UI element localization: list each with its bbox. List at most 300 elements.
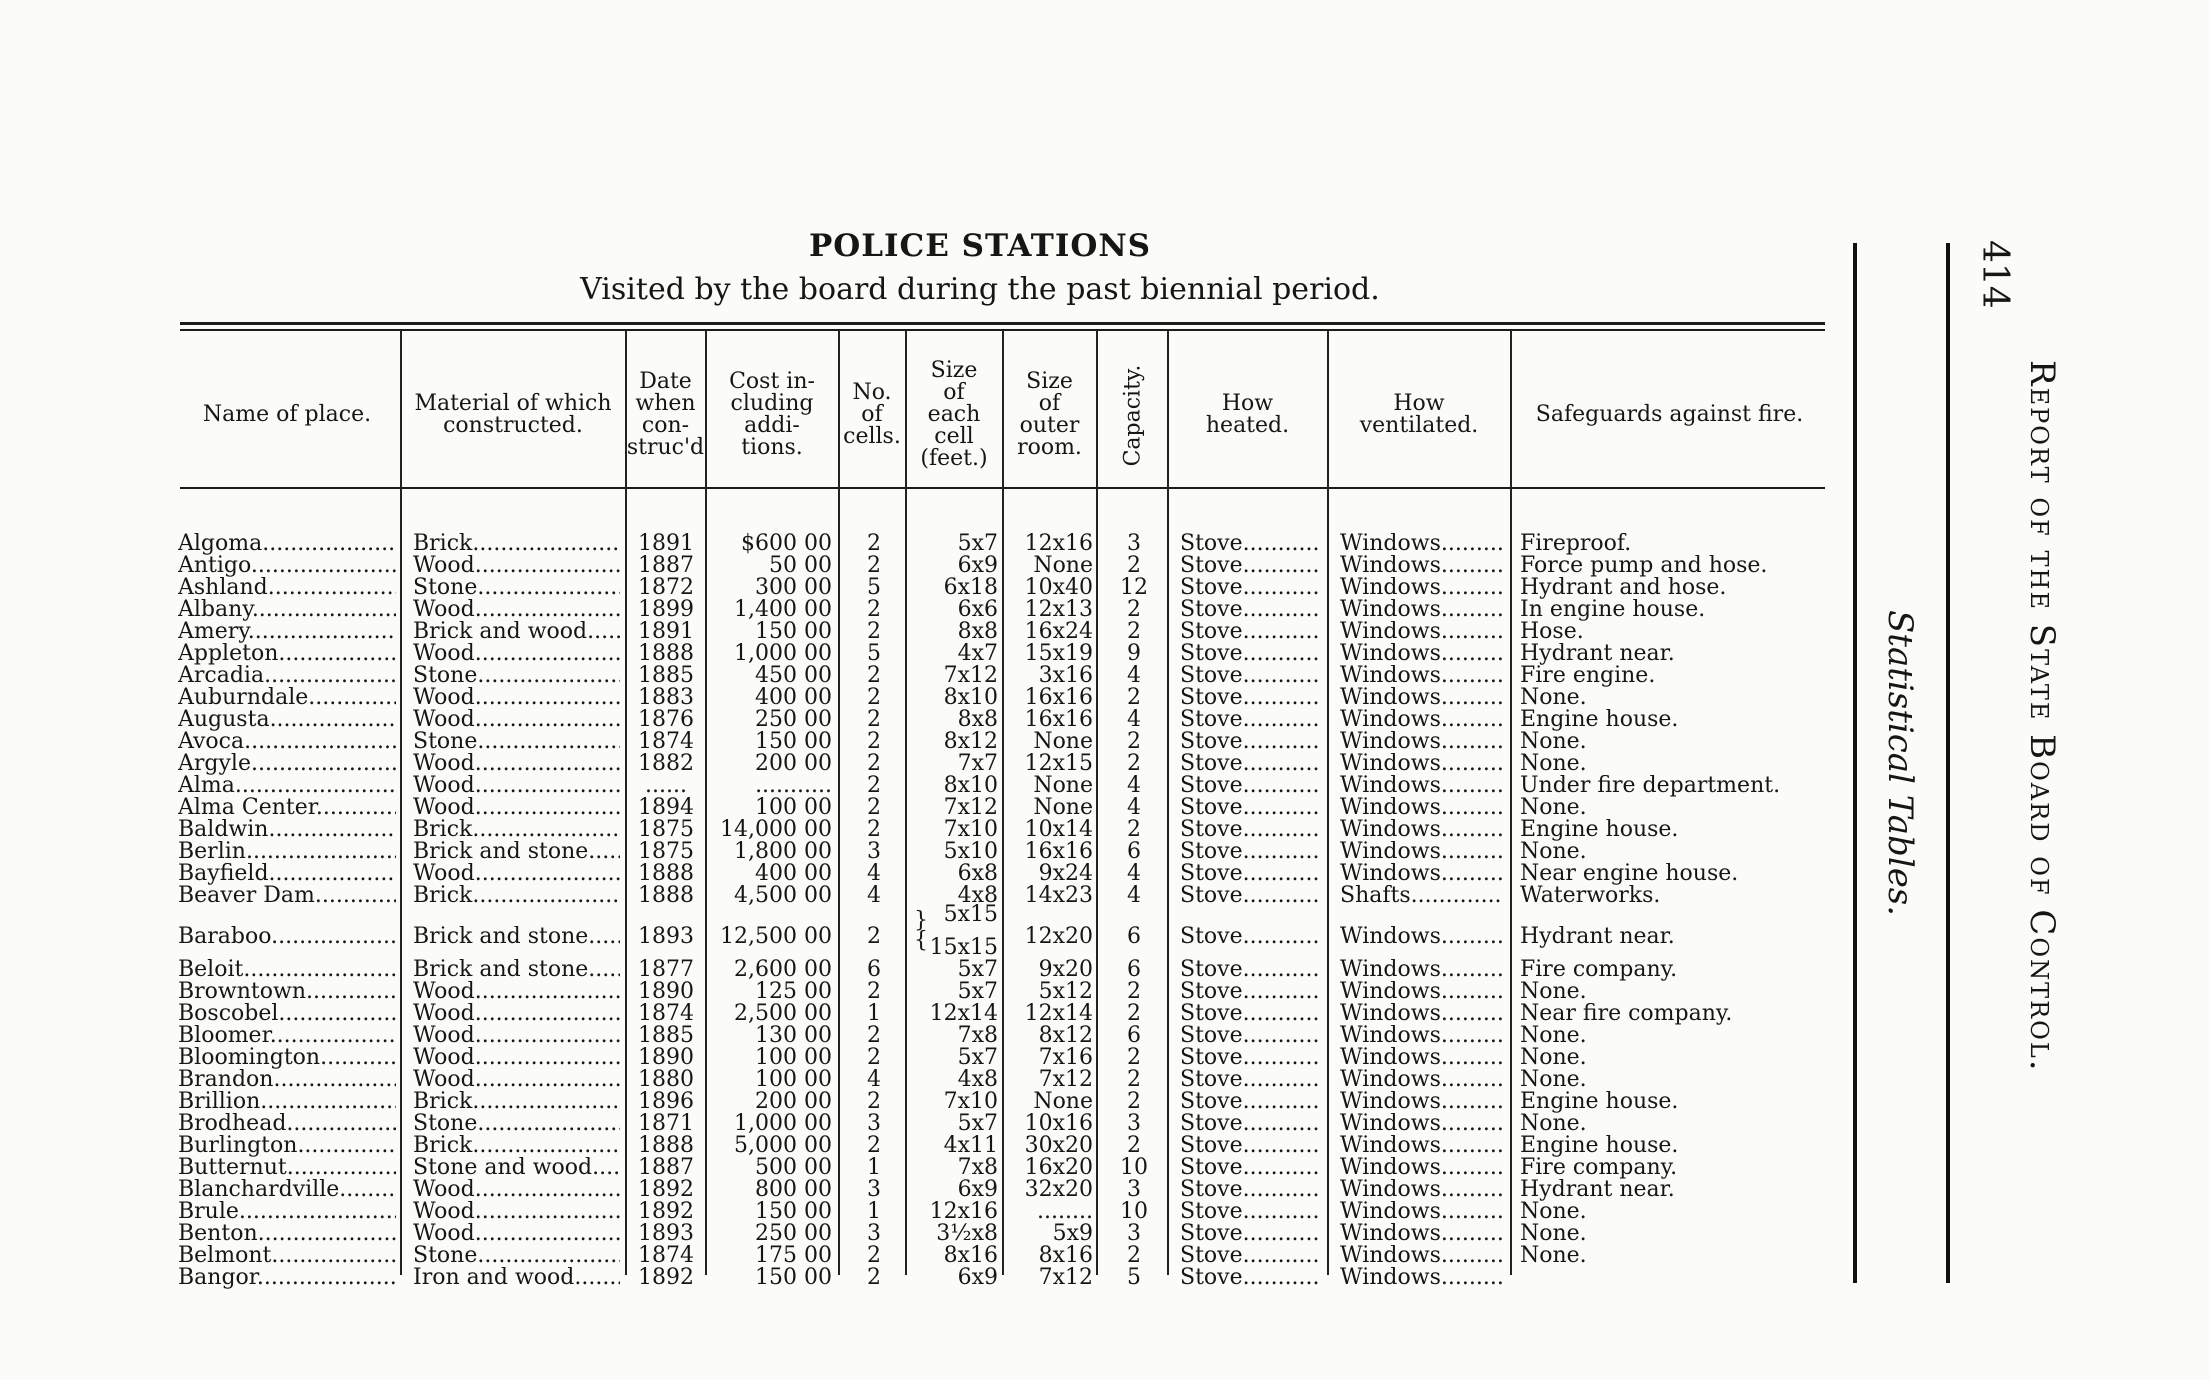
cell-cost: 100 00 [755, 1047, 832, 1069]
table-row [0, 797, 1830, 819]
cell-date: 1890 [638, 981, 694, 1003]
cell-capacity: 2 [1127, 753, 1141, 775]
cell-cells: 2 [867, 926, 881, 948]
cell-cells: 4 [867, 1069, 881, 1091]
table-row [0, 1201, 1830, 1223]
cell-safeguards: Waterworks. [1520, 885, 1661, 907]
cell-outer: ........ [1037, 1201, 1093, 1223]
cell-safeguards: Engine house. [1520, 819, 1679, 841]
cell-material: Stone ..... [413, 1113, 620, 1135]
cell-safeguards: Hose. [1520, 621, 1584, 643]
cell-ventilated: Windows ..... [1340, 1245, 1503, 1267]
cell-heated: Stove ..... [1180, 1201, 1320, 1223]
cell-name: Bayfield ..... [178, 863, 396, 885]
cell-material: Wood ..... [413, 775, 620, 797]
cell-ventilated: Windows ..... [1340, 841, 1503, 863]
cell-outer: 14x23 [1024, 885, 1093, 907]
table-row [0, 1047, 1830, 1069]
cell-date: 1875 [638, 819, 694, 841]
cell-safeguards: None. [1520, 797, 1587, 819]
cell-ventilated: Windows ..... [1340, 1047, 1503, 1069]
cell-name: Baraboo ..... [178, 926, 396, 948]
cell-date: 1883 [638, 687, 694, 709]
cell-outer: 10x40 [1024, 577, 1093, 599]
cell-size: 6x8 [957, 863, 998, 885]
cell-capacity: 5 [1127, 1267, 1141, 1289]
cell-material: Wood ..... [413, 599, 620, 621]
cell-name: Alma Center ..... [178, 797, 396, 819]
cell-name: Bloomer ..... [178, 1025, 396, 1047]
cell-cost: 2,500 00 [734, 1003, 832, 1025]
cell-size: 5x7 [957, 1047, 998, 1069]
cell-name: Alma ..... [178, 775, 396, 797]
cell-cost: 1,800 00 [734, 841, 832, 863]
cell-date: ...... [645, 775, 687, 797]
cell-heated: Stove ..... [1180, 1069, 1320, 1091]
cell-size: 8x10 [943, 775, 998, 797]
cell-size: 8x8 [957, 709, 998, 731]
table-row [0, 621, 1830, 643]
cell-size: 8x10 [943, 687, 998, 709]
cell-cost: $600 00 [741, 533, 832, 555]
cell-material: Stone ..... [413, 665, 620, 687]
cell-date: 1888 [638, 863, 694, 885]
cell-capacity: 4 [1127, 885, 1141, 907]
cell-ventilated: Windows ..... [1340, 753, 1503, 775]
cell-name: Browntown ..... [178, 981, 396, 1003]
cell-size: 7x7 [957, 753, 998, 775]
cell-capacity: 2 [1127, 1091, 1141, 1113]
cell-capacity: 4 [1127, 775, 1141, 797]
side-rule-left [1853, 243, 1857, 1283]
cell-date: 1887 [638, 555, 694, 577]
cell-safeguards: In engine house. [1520, 599, 1706, 621]
cell-cells: 2 [867, 981, 881, 1003]
cell-outer: 5x12 [1038, 981, 1093, 1003]
cell-cells: 2 [867, 1135, 881, 1157]
cell-cells: 3 [867, 1223, 881, 1245]
cell-ventilated: Windows ..... [1340, 1135, 1503, 1157]
cell-heated: Stove ..... [1180, 1091, 1320, 1113]
top-rule-1 [180, 322, 1825, 325]
cell-date: 1874 [638, 731, 694, 753]
cell-material: Stone ..... [413, 1245, 620, 1267]
cell-heated: Stove ..... [1180, 731, 1320, 753]
cell-outer: 12x14 [1024, 1003, 1093, 1025]
cell-capacity: 2 [1127, 687, 1141, 709]
cell-outer: 32x20 [1024, 1179, 1093, 1201]
cell-ventilated: Windows ..... [1340, 797, 1503, 819]
cell-capacity: 2 [1127, 555, 1141, 577]
cell-date: 1887 [638, 1157, 694, 1179]
cell-cost: 250 00 [755, 709, 832, 731]
table-row [0, 1003, 1830, 1025]
cell-cost: 450 00 [755, 665, 832, 687]
cell-name: Brandon ..... [178, 1069, 396, 1091]
cell-name: Appleton ..... [178, 643, 396, 665]
cell-safeguards: None. [1520, 981, 1587, 1003]
cell-ventilated: Windows ..... [1340, 621, 1503, 643]
table-row [0, 599, 1830, 621]
cell-outer: 16x24 [1024, 621, 1093, 643]
cell-cells: 1 [867, 1157, 881, 1179]
cell-ventilated: Windows ..... [1340, 687, 1503, 709]
cell-outer: 3x16 [1038, 665, 1093, 687]
cell-heated: Stove ..... [1180, 819, 1320, 841]
cell-size: 5x7 [957, 959, 998, 981]
cell-date: 1885 [638, 1025, 694, 1047]
cell-capacity: 6 [1127, 841, 1141, 863]
cell-outer: 16x16 [1024, 709, 1093, 731]
cell-size: 4x8 [957, 1069, 998, 1091]
cell-capacity: 2 [1127, 1003, 1141, 1025]
cell-size: 7x10 [943, 819, 998, 841]
cell-safeguards: None. [1520, 731, 1587, 753]
cell-cost: 14,000 00 [720, 819, 832, 841]
cell-cost: 200 00 [755, 1091, 832, 1113]
cell-capacity: 2 [1127, 981, 1141, 1003]
cell-capacity: 4 [1127, 665, 1141, 687]
cell-date: 1874 [638, 1245, 694, 1267]
cell-cells: 2 [867, 621, 881, 643]
header-capacity: Capacity. [1120, 364, 1146, 466]
cell-material: Brick ..... [413, 1135, 620, 1157]
cell-name: Arcadia ..... [178, 665, 396, 687]
cell-name: Algoma ..... [178, 533, 396, 555]
cell-size: 7x8 [957, 1157, 998, 1179]
header-date: Date when con- struc'd [626, 369, 705, 460]
cell-material: Wood ..... [413, 863, 620, 885]
cell-date: 1892 [638, 1201, 694, 1223]
table-row [0, 555, 1830, 577]
cell-capacity: 2 [1127, 731, 1141, 753]
cell-outer: 7x16 [1038, 1047, 1093, 1069]
cell-capacity: 3 [1127, 1223, 1141, 1245]
cell-heated: Stove ..... [1180, 1003, 1320, 1025]
cell-size: 4x7 [957, 643, 998, 665]
table-row [0, 1179, 1830, 1201]
header-name: Name of place. [202, 402, 372, 427]
cell-heated: Stove ..... [1180, 1267, 1320, 1289]
cell-capacity: 2 [1127, 819, 1141, 841]
cell-material: Brick and stone ..... [413, 926, 620, 948]
cell-cells: 2 [867, 599, 881, 621]
cell-cost: 500 00 [755, 1157, 832, 1179]
cell-date: 1891 [638, 533, 694, 555]
cell-safeguards: None. [1520, 841, 1587, 863]
cell-safeguards: Engine house. [1520, 709, 1679, 731]
cell-name: Belmont ..... [178, 1245, 396, 1267]
cell-cost: 400 00 [755, 687, 832, 709]
cell-safeguards: Hydrant near. [1520, 643, 1675, 665]
cell-safeguards: None. [1520, 1113, 1587, 1135]
cell-capacity: 9 [1127, 643, 1141, 665]
cell-safeguards: None. [1520, 753, 1587, 775]
cell-cost: 1,400 00 [734, 599, 832, 621]
cell-material: Wood ..... [413, 797, 620, 819]
cell-heated: Stove ..... [1180, 599, 1320, 621]
cell-size: 8x16 [943, 1245, 998, 1267]
cell-name: Argyle ..... [178, 753, 396, 775]
cell-material: Wood ..... [413, 555, 620, 577]
cell-material: Wood ..... [413, 753, 620, 775]
cell-cost: 150 00 [755, 1267, 832, 1289]
cell-date: 1893 [638, 1223, 694, 1245]
cell-date: 1894 [638, 797, 694, 819]
cell-safeguards: None. [1520, 1069, 1587, 1091]
cell-cost: 5,000 00 [734, 1135, 832, 1157]
cell-cells: 3 [867, 841, 881, 863]
cell-size: 6x6 [957, 599, 998, 621]
cell-ventilated: Windows ..... [1340, 665, 1503, 687]
cell-cost: 125 00 [755, 981, 832, 1003]
cell-safeguards: Hydrant near. [1520, 1179, 1675, 1201]
table-row [0, 959, 1830, 981]
cell-ventilated: Windows ..... [1340, 1223, 1503, 1245]
cell-capacity: 10 [1120, 1201, 1148, 1223]
cell-ventilated: Windows ..... [1340, 643, 1503, 665]
cell-safeguards: None. [1520, 1025, 1587, 1047]
cell-outer: None [1033, 731, 1093, 753]
cell-ventilated: Windows ..... [1340, 959, 1503, 981]
cell-date: 1874 [638, 1003, 694, 1025]
cell-ventilated: Windows ..... [1340, 981, 1503, 1003]
cell-outer: 7x12 [1038, 1267, 1093, 1289]
cell-material: Wood ..... [413, 1025, 620, 1047]
cell-ventilated: Windows ..... [1340, 599, 1503, 621]
cell-size: 4x8 [957, 885, 998, 907]
table-row [0, 819, 1830, 841]
cell-size: 7x10 [943, 1091, 998, 1113]
cell-cells: 5 [867, 577, 881, 599]
cell-ventilated: Windows ..... [1340, 1069, 1503, 1091]
cell-size: 7x12 [943, 665, 998, 687]
cell-heated: Stove ..... [1180, 709, 1320, 731]
cell-ventilated: Windows ..... [1340, 1157, 1503, 1179]
cell-material: Wood ..... [413, 1003, 620, 1025]
table-row [0, 1135, 1830, 1157]
cell-material: Brick ..... [413, 819, 620, 841]
header-cost: Cost in- cluding addi- tions. [729, 369, 815, 460]
cell-ventilated: Windows ..... [1340, 775, 1503, 797]
cell-size-second: 15x15 [929, 937, 998, 959]
cell-cells: 2 [867, 665, 881, 687]
table-row [0, 1157, 1830, 1179]
cell-name: Auburndale ..... [178, 687, 396, 709]
table-row [0, 863, 1830, 885]
cell-ventilated: Windows ..... [1340, 1201, 1503, 1223]
cell-outer: 10x14 [1024, 819, 1093, 841]
cell-capacity: 2 [1127, 1047, 1141, 1069]
cell-heated: Stove ..... [1180, 863, 1320, 885]
cell-outer: 16x16 [1024, 687, 1093, 709]
cell-outer: 16x20 [1024, 1157, 1093, 1179]
cell-safeguards: None. [1520, 1223, 1587, 1245]
cell-cost: 130 00 [755, 1025, 832, 1047]
cell-safeguards: Force pump and hose. [1520, 555, 1768, 577]
cell-heated: Stove ..... [1180, 643, 1320, 665]
cell-safeguards: Hydrant and hose. [1520, 577, 1727, 599]
header-cell-size: Size of each cell (feet.) [920, 358, 988, 471]
cell-size: 5x7 [957, 1113, 998, 1135]
cell-cells: 2 [867, 687, 881, 709]
header-cells: No. of cells. [843, 380, 901, 449]
cell-name: Antigo ..... [178, 555, 396, 577]
cell-material: Brick and wood ..... [413, 621, 620, 643]
cell-size: 5x7 [957, 533, 998, 555]
cell-cells: 1 [867, 1201, 881, 1223]
cell-material: Brick and stone ..... [413, 841, 620, 863]
cell-outer: None [1033, 797, 1093, 819]
table-row [0, 1223, 1830, 1245]
cell-name: Brodhead ..... [178, 1113, 396, 1135]
page-subtitle: Visited by the board during the past biennial period. [580, 272, 1380, 307]
cell-cells: 2 [867, 1267, 881, 1289]
cell-cost: 150 00 [755, 621, 832, 643]
cell-outer: 16x16 [1024, 841, 1093, 863]
cell-name: Baldwin ..... [178, 819, 396, 841]
cell-heated: Stove ..... [1180, 1135, 1320, 1157]
cell-size: 7x8 [957, 1025, 998, 1047]
cell-date: 1875 [638, 841, 694, 863]
cell-name: Burlington ..... [178, 1135, 396, 1157]
cell-size: 5x10 [943, 841, 998, 863]
cell-cost: 300 00 [755, 577, 832, 599]
cell-name: Butternut ..... [178, 1157, 396, 1179]
cell-name: Brillion ..... [178, 1091, 396, 1113]
table-row [0, 1267, 1830, 1289]
header-safeguards: Safeguards against fire. [1535, 402, 1804, 427]
cell-outer: None [1033, 775, 1093, 797]
table-row [0, 753, 1830, 775]
cell-outer: 10x16 [1024, 1113, 1093, 1135]
cell-ventilated: Shafts ..... [1340, 885, 1503, 907]
cell-heated: Stove ..... [1180, 1245, 1320, 1267]
cell-heated: Stove ..... [1180, 926, 1320, 948]
cell-cost: 175 00 [755, 1245, 832, 1267]
cell-outer: 12x20 [1024, 926, 1093, 948]
table-row [0, 841, 1830, 863]
cell-size: 8x12 [943, 731, 998, 753]
cell-material: Wood ..... [413, 1179, 620, 1201]
cell-size: 3½x8 [936, 1223, 998, 1245]
table-row [0, 1113, 1830, 1135]
page-title: POLICE STATIONS [808, 228, 1152, 264]
cell-heated: Stove ..... [1180, 665, 1320, 687]
cell-cells: 2 [867, 819, 881, 841]
table-row [0, 1025, 1830, 1047]
cell-heated: Stove ..... [1180, 577, 1320, 599]
table-row [0, 981, 1830, 1003]
cell-cells: 2 [867, 731, 881, 753]
cell-ventilated: Windows ..... [1340, 863, 1503, 885]
cell-safeguards: Fire company. [1520, 959, 1678, 981]
cell-safeguards: Hydrant near. [1520, 926, 1675, 948]
cell-safeguards: Fireproof. [1520, 533, 1632, 555]
cell-capacity: 3 [1127, 1179, 1141, 1201]
header-heated: How heated. [1205, 391, 1290, 438]
cell-size: 12x14 [929, 1003, 998, 1025]
cell-ventilated: Windows ..... [1340, 1179, 1503, 1201]
cell-size: 6x9 [957, 555, 998, 577]
cell-safeguards: Near fire company. [1520, 1003, 1733, 1025]
cell-name: Blanchardville ..... [178, 1179, 396, 1201]
side-rule-right [1946, 243, 1950, 1283]
cell-outer: 12x13 [1024, 599, 1093, 621]
cell-name: Amery ..... [178, 621, 396, 643]
cell-safeguards: Fire company. [1520, 1157, 1678, 1179]
running-head: Report of the State Board of Control. [2022, 360, 2062, 1073]
cell-name: Avoca ..... [178, 731, 396, 753]
brace-mark: } { [914, 908, 928, 953]
cell-date: 1899 [638, 599, 694, 621]
cell-heated: Stove ..... [1180, 1113, 1320, 1135]
table-row [0, 687, 1830, 709]
cell-cost: 50 00 [769, 555, 832, 577]
cell-size: 6x9 [957, 1267, 998, 1289]
cell-ventilated: Windows ..... [1340, 1025, 1503, 1047]
cell-cells: 2 [867, 555, 881, 577]
cell-heated: Stove ..... [1180, 885, 1320, 907]
cell-safeguards: None. [1520, 687, 1587, 709]
table-row [0, 1091, 1830, 1113]
cell-heated: Stove ..... [1180, 1157, 1320, 1179]
cell-ventilated: Windows ..... [1340, 819, 1503, 841]
cell-date: 1890 [638, 1047, 694, 1069]
cell-ventilated: Windows ..... [1340, 577, 1503, 599]
cell-material: Wood ..... [413, 1223, 620, 1245]
cell-capacity: 4 [1127, 709, 1141, 731]
cell-ventilated: Windows ..... [1340, 731, 1503, 753]
cell-material: Wood ..... [413, 643, 620, 665]
cell-cells: 5 [867, 643, 881, 665]
cell-capacity: 3 [1127, 533, 1141, 555]
cell-outer: 9x24 [1038, 863, 1093, 885]
cell-date: 1876 [638, 709, 694, 731]
cell-outer: 12x16 [1024, 533, 1093, 555]
cell-cells: 4 [867, 885, 881, 907]
cell-cost: 100 00 [755, 1069, 832, 1091]
cell-date: 1893 [638, 926, 694, 948]
cell-date: 1892 [638, 1179, 694, 1201]
cell-cells: 2 [867, 1025, 881, 1047]
cell-date: 1888 [638, 885, 694, 907]
cell-material: Wood ..... [413, 709, 620, 731]
cell-cells: 3 [867, 1179, 881, 1201]
cell-name: Ashland ..... [178, 577, 396, 599]
cell-outer: 5x9 [1052, 1223, 1093, 1245]
cell-material: Wood ..... [413, 1047, 620, 1069]
table-row [0, 731, 1830, 753]
cell-name: Berlin ..... [178, 841, 396, 863]
table-row [0, 775, 1830, 797]
cell-date: 1888 [638, 1135, 694, 1157]
cell-heated: Stove ..... [1180, 797, 1320, 819]
cell-material: Stone ..... [413, 577, 620, 599]
cell-name: Bloomington ..... [178, 1047, 396, 1069]
cell-cells: 2 [867, 709, 881, 731]
cell-cost: ........... [755, 775, 832, 797]
header-outer-size: Size of outer room. [1017, 369, 1082, 460]
cell-material: Brick ..... [413, 533, 620, 555]
cell-cells: 2 [867, 1245, 881, 1267]
cell-heated: Stove ..... [1180, 753, 1320, 775]
cell-cost: 200 00 [755, 753, 832, 775]
cell-cost: 100 00 [755, 797, 832, 819]
cell-material: Iron and wood ..... [413, 1267, 620, 1289]
cell-cells: 2 [867, 533, 881, 555]
table-row [0, 665, 1830, 687]
